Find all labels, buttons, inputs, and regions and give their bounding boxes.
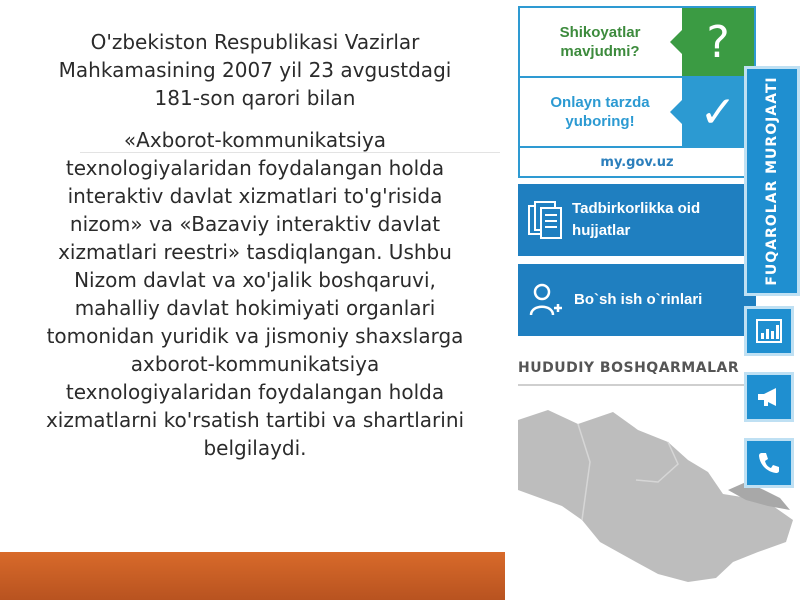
- intro-paragraph: O'zbekiston Respublikasi Vazirlar Mahkamasining 2007 yil 23 avgustdagi 181-son qarori bilan: [58, 30, 452, 110]
- checkmark-icon: ✓: [682, 78, 754, 146]
- mygov-link[interactable]: my.gov.uz: [600, 154, 674, 170]
- right-panel: [518, 6, 800, 600]
- business-documents-label: Tadbirkorlikka oid hujjatlar: [572, 200, 701, 239]
- footer-bar: [0, 552, 505, 600]
- citizens-appeal-label: FUQAROLAR MUROJAATI: [764, 76, 780, 286]
- vacancies-label: Bo`sh ish o`rinlari: [574, 291, 703, 308]
- business-documents-button[interactable]: [518, 184, 756, 256]
- regions-underline: [518, 384, 748, 386]
- uzbekistan-map[interactable]: [518, 402, 800, 600]
- citizens-appeal-tab[interactable]: [744, 66, 800, 296]
- complaints-send-label: Onlayn tarzda yuboring!: [550, 94, 650, 130]
- complaints-send-row[interactable]: [520, 78, 754, 148]
- megaphone-icon[interactable]: [744, 372, 794, 422]
- add-user-icon: [518, 264, 574, 336]
- body-paragraph: «Axborot-kommunikatsiya texnologiyalaridan foydalangan holda interaktiv davlat xizmatlari to'g'risida nizom» va «Bazaviy interaktiv davlat xizmatlari reestri» tasdiqlangan. Ushbu Nizom davlat va xo'jalik boshqaruvi, mahalliy davlat hokimiyati organlari tomonidan yuridik va jismoniy shaxslarga axborot-kommunikatsiya texnologiyalaridan foydalangan holda xizmatlarni ko'rsatish tartibi va shartlarini belgilaydi.: [45, 128, 465, 460]
- chart-icon[interactable]: [744, 306, 794, 356]
- phone-icon[interactable]: [744, 438, 794, 488]
- complaints-question-label: Shikoyatlar mavjudmi?: [559, 24, 641, 60]
- left-content: [40, 28, 470, 462]
- question-mark-icon: ?: [682, 8, 754, 76]
- complaints-card[interactable]: [518, 6, 756, 178]
- documents-icon: [518, 184, 572, 256]
- regions-heading: HUDUDIY BOSHQARMALAR: [518, 360, 740, 376]
- vacancies-button[interactable]: [518, 264, 756, 336]
- complaints-question-row[interactable]: [520, 8, 754, 78]
- divider: [80, 152, 500, 153]
